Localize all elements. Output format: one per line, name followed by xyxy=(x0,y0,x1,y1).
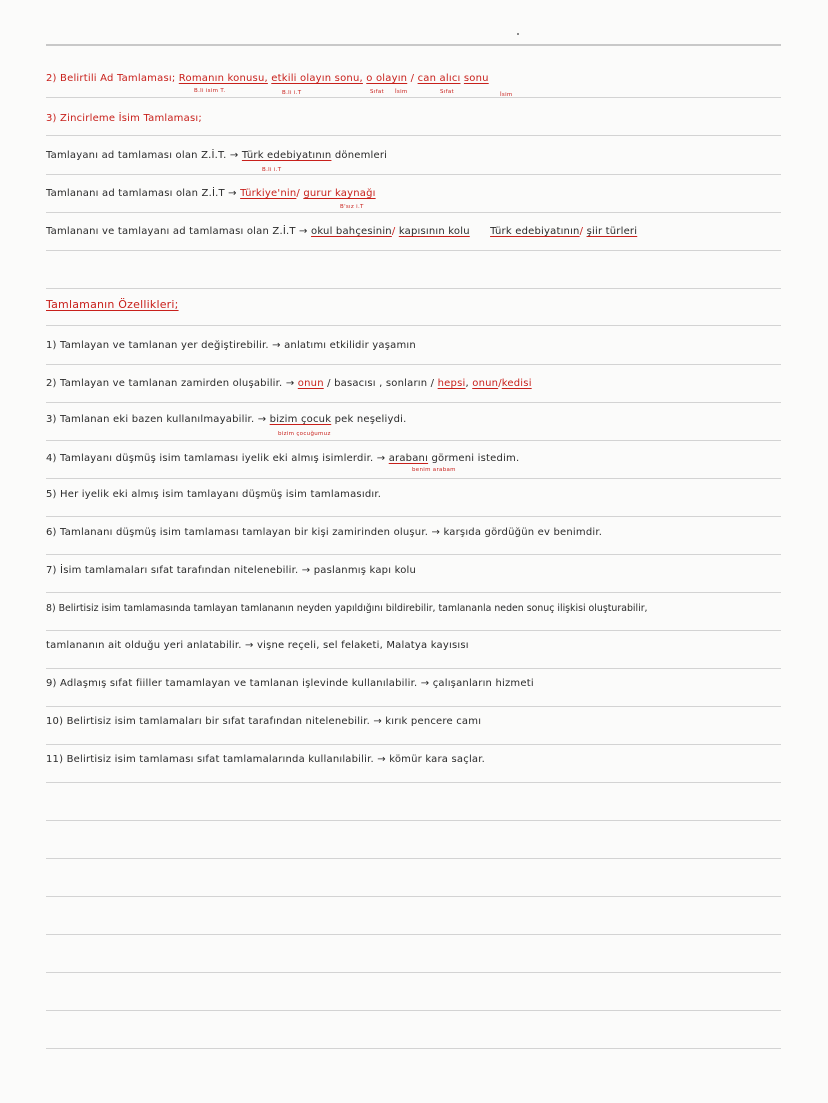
list-item xyxy=(46,453,519,465)
ruled-line xyxy=(46,554,781,555)
ruled-line xyxy=(46,212,781,213)
divider-slash: / xyxy=(296,188,300,199)
ruled-line xyxy=(46,820,781,821)
example-phrase: kedisi xyxy=(501,378,532,389)
item-text: pek neşeliydi. xyxy=(334,414,407,425)
ruled-line xyxy=(46,706,781,707)
ruled-line xyxy=(46,97,781,98)
example-phrase: Türkiye'nin xyxy=(240,188,297,199)
ruled-line xyxy=(46,668,781,669)
item-text: 1) Tamlayan ve tamlanan yer değiştirebilir. → anlatımı etkilidir yaşamın xyxy=(46,340,416,351)
ruled-line xyxy=(46,135,781,136)
list-item xyxy=(46,378,532,390)
note-line-belirtili xyxy=(46,73,489,85)
example-phrase: onun xyxy=(472,378,499,389)
example-phrase: Türk edebiyatının xyxy=(490,226,580,237)
annotation: bizim çocuğumuz xyxy=(278,431,331,437)
ruled-line xyxy=(46,1048,781,1049)
heading-text: Tamlamanın Özellikleri; xyxy=(46,298,179,311)
annotation: B.li i.T xyxy=(282,90,302,96)
ruled-line xyxy=(46,364,781,365)
example-phrase: arabanı xyxy=(388,453,429,464)
ruled-line xyxy=(46,744,781,745)
list-item xyxy=(46,678,534,690)
rule-text: Tamlananı ad tamlaması olan Z.İ.T → xyxy=(46,188,237,199)
item-text: 11) Belirtisiz isim tamlaması sıfat tamlamalarında kullanılabilir. → kömür kara saçlar. xyxy=(46,754,486,765)
ruled-line xyxy=(46,325,781,326)
list-item xyxy=(46,603,648,615)
example-phrase: hepsi xyxy=(437,378,466,389)
ruled-line xyxy=(46,1010,781,1011)
item-text: 7) İsim tamlamaları sıfat tarafından nitelenebilir. → paslanmış kapı kolu xyxy=(46,565,417,576)
divider-slash: / xyxy=(579,226,584,237)
example-phrase: sonu xyxy=(463,73,489,84)
note-line-3 xyxy=(46,226,637,238)
list-item xyxy=(46,414,407,426)
ruled-line xyxy=(46,934,781,935)
example-phrase: Türk edebiyatının xyxy=(241,150,332,161)
item-text: , xyxy=(465,378,469,389)
annotation: B.li i.T xyxy=(262,167,282,173)
annotation: Sıfat xyxy=(370,89,384,95)
list-item xyxy=(46,716,481,728)
example-phrase: okul bahçesinin xyxy=(311,226,392,237)
ruled-line xyxy=(46,858,781,859)
example-phrase: can alıcı xyxy=(417,73,461,84)
example-phrase: gurur kaynağı xyxy=(303,188,376,199)
list-item xyxy=(46,565,416,577)
list-item xyxy=(46,340,416,352)
note-line-zincirleme xyxy=(46,113,202,125)
ruled-line xyxy=(46,630,781,631)
divider-slash: / xyxy=(391,226,396,237)
item-text: 5) Her iyelik eki almış isim tamlayanı düşmüş isim tamlamasıdır. xyxy=(46,489,382,500)
annotation: benim arabam xyxy=(412,467,456,473)
ruled-line xyxy=(46,44,781,46)
section-heading xyxy=(46,299,179,311)
item-text: 3) Tamlanan eki bazen kullanılmayabilir. → xyxy=(46,414,267,425)
example-phrase: o olayın xyxy=(366,73,408,84)
example-phrase: şiir türleri xyxy=(586,226,638,237)
note-label: 2) Belirtili Ad Tamlaması; xyxy=(46,73,176,84)
item-text: 8) Belirtisiz isim tamlamasında tamlayan tamlananın neyden yapıldığını bildirebilir, tamlananla neden sonuç ilişkisi oluşturabilir, xyxy=(46,603,648,614)
item-text: 2) Tamlayan ve tamlanan zamirden oluşabilir. → xyxy=(46,378,295,389)
rule-text: Tamlananı ve tamlayanı ad tamlaması olan Z.İ.T → xyxy=(46,226,308,237)
item-text: 9) Adlaşmış sıfat fiiller tamamlayan ve tamlanan işlevinde kullanılabilir. → çalışanların hizmeti xyxy=(46,678,534,689)
example-phrase: kapısının kolu xyxy=(398,226,470,237)
ruled-line xyxy=(46,592,781,593)
ruled-line xyxy=(46,896,781,897)
ruled-line xyxy=(46,478,781,479)
ruled-line xyxy=(46,440,781,441)
annotation: B.li isim T. xyxy=(194,88,226,94)
note-line-2 xyxy=(46,188,376,200)
ruled-line xyxy=(46,782,781,783)
note-label: 3) Zincirleme İsim Tamlaması; xyxy=(46,113,202,124)
ruled-line xyxy=(46,402,781,403)
annotation: İsim xyxy=(500,92,513,98)
ruled-line xyxy=(46,288,781,289)
ruled-line xyxy=(46,174,781,175)
item-text: / basacısı , sonların / xyxy=(327,378,435,389)
example-phrase: etkili olayın sonu, xyxy=(271,73,363,84)
list-item xyxy=(46,489,381,501)
annotation: İsim xyxy=(395,89,408,95)
note-line-1 xyxy=(46,150,387,162)
annotation: B'sız i.T xyxy=(340,204,364,210)
list-item xyxy=(46,527,602,539)
divider-slash: / xyxy=(498,378,502,389)
ruled-line xyxy=(46,250,781,251)
list-item xyxy=(46,640,469,652)
example-phrase: onun xyxy=(297,378,324,389)
item-text: görmeni istedim. xyxy=(431,453,520,464)
example-phrase: bizim çocuk xyxy=(269,414,332,425)
example-phrase: Romanın konusu, xyxy=(178,73,268,84)
ruled-line xyxy=(46,972,781,973)
list-item xyxy=(46,754,485,766)
item-text: 4) Tamlayanı düşmüş isim tamlaması iyelik eki almış isimlerdir. → xyxy=(46,453,386,464)
rule-text: Tamlayanı ad tamlaması olan Z.İ.T. → xyxy=(46,150,239,161)
item-text: tamlananın ait olduğu yeri anlatabilir. → vişne reçeli, sel felaketi, Malatya kayısısı xyxy=(46,640,469,651)
divider-slash: / xyxy=(410,73,415,84)
ink-dot xyxy=(517,33,519,35)
item-text: 6) Tamlananı düşmüş isim tamlaması tamlayan bir kişi zamirinden oluşur. → karşıda gördüğün ev benimdir. xyxy=(46,527,603,538)
annotation: Sıfat xyxy=(440,89,454,95)
ruled-line xyxy=(46,516,781,517)
item-text: 10) Belirtisiz isim tamlamaları bir sıfat tarafından nitelenebilir. → kırık pencere camı xyxy=(46,716,482,727)
rule-text: dönemleri xyxy=(334,150,388,161)
